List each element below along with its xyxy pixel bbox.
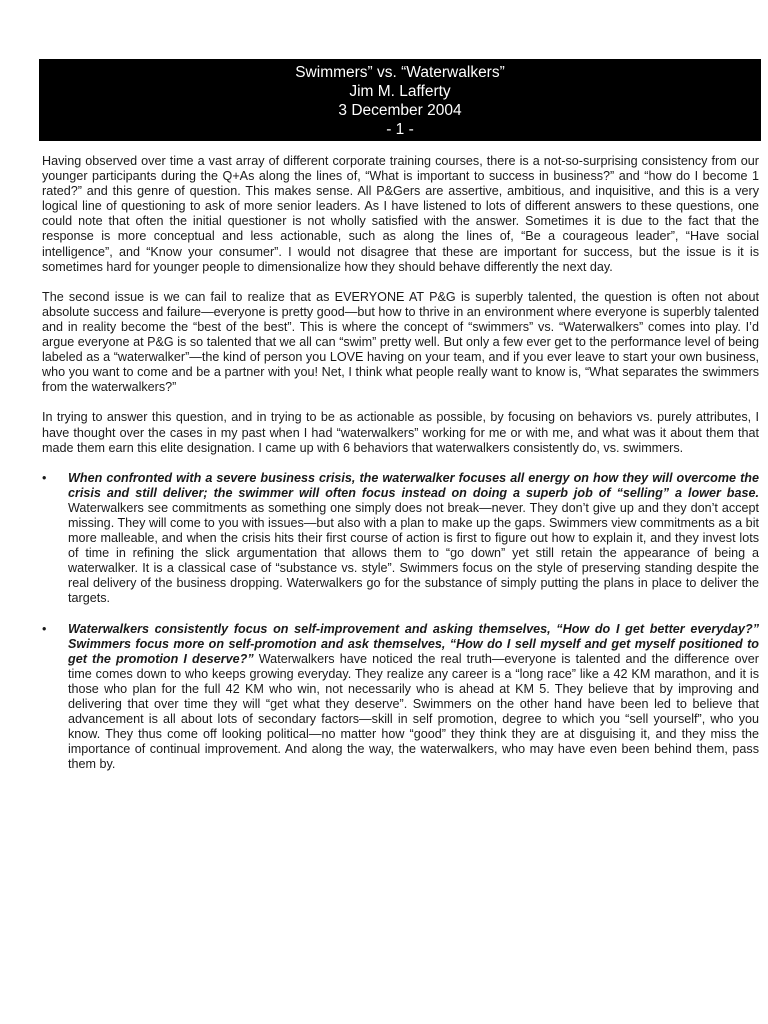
document-body xyxy=(42,154,759,787)
paragraph-second-issue: The second issue is we can fail to realize that as EVERYONE AT P&G is superbly talented, the question is often not about absolute success and failure—everyone is pretty good—but how to thrive in an environment where everyone is superbly talented and in reality become the “best of the best”. This is where the concept of “swimmers” vs. “Waterwalkers” comes into play. I’d argue everyone at P&G is so talented that we all can “swim” pretty well. But only a few ever get to the performance level of being labeled as a “waterwalker”—the kind of person you LOVE having on your team, and if you ever leave to start your own business, who you want to come and be a partner with you! Net, I think what people really want to know is, “What separates the swimmers from the waterwalkers?” xyxy=(42,289,759,395)
bullet-item-self-improvement xyxy=(42,622,759,773)
bullet-marker: • xyxy=(42,621,47,636)
document-author: Jim M. Lafferty xyxy=(349,83,451,100)
bullet-body-text: Waterwalkers see commitments as something one simply does not break—never. They don’t give up and they don’t accept missing. They will come to you with issues—but also with a plan to make up the gaps. Swimmers view commitments as a bit more malleable, and when the crisis hits their first course of action is first to figure out how to explain it, and they invest lots of time in refining the slick argumentation that allows them to “go down” yet still retain the appearance of being a waterwalker. It is a classical case of “substance vs. style”. Swimmers focus on the style of preserving standing despite the real delivery of the business dropping. Waterwalkers go for the substance of simply putting the plans in place to deliver the targets. xyxy=(68,500,759,606)
bullet-lead-text: When confronted with a severe business crisis, the waterwalker focuses all energy on how they will overcome the crisis and still deliver; the swimmer will often focus instead on doing a superb job of “selling” a lower base. xyxy=(68,470,759,500)
bullet-lead-text: Waterwalkers consistently focus on self-improvement and asking themselves, “How do I get better everyday?” Swimmers focus more on self-promotion and ask themselves, “How do I sell myself and get myself positioned to get the promotion I deserve?” xyxy=(68,621,759,666)
paragraph-intro: Having observed over time a vast array of different corporate training courses, there is a not-so-surprising consistency from our younger participants during the Q+As along the lines of, “What is important to success in business?” and “how do I become 1 rated?” and this genre of question. This makes sense. All P&Gers are assertive, ambitious, and inquisitive, and this is a very logical line of questioning to ask of more senior leaders. As I have listened to lots of different answers to these questions, one could note that often the initial questioner is not wholly satisfied with the answer. Sometimes it is due to the fact that the response is more conceptual and less actionable, such as along the lines of, “Be a courageous leader”, “Have social intelligence”, and “Know your consumer”. I would not disagree that these are important for success, but the issue is it is sometimes hard for younger people to dimensionalize how they should behave differently the next day. xyxy=(42,154,759,274)
document-header xyxy=(39,59,761,141)
paragraph-approach: In trying to answer this question, and in trying to be as actionable as possible, by focusing on behaviors vs. purely attributes, I have thought over the cases in my past when I had “waterwalkers” working for me or with me, and what was it about them that made them earn this elite designation. I came up with 6 behaviors that waterwalkers consistently do, vs. swimmers. xyxy=(42,410,759,455)
bullet-marker: • xyxy=(42,470,47,485)
bullet-body-text: Waterwalkers have noticed the real truth—everyone is talented and the difference over time comes down to who keeps growing everyday. They realize any career is a “long race” like a 42 KM marathon, and it is those who plan for the full 42 KM who win, not necessarily who is ahead at KM 5. They believe that by improving and delivering that over time they will “get what they deserve”. Swimmers on the other hand have been led to believe that advancement is all about lots of secondary factors—skill in self promotion, degree to which you “sell yourself”, who you know. They thus come off looking political—no matter how “good” they think they are at disguising it, and they miss the importance of continual improvement. And along the way, the waterwalkers, who may have even been behind them, pass them by. xyxy=(68,651,759,772)
bullet-item-crisis xyxy=(42,471,759,607)
page-number: - 1 - xyxy=(386,121,414,138)
document-title: Swimmers” vs. “Waterwalkers” xyxy=(295,64,505,81)
document-date: 3 December 2004 xyxy=(338,102,462,119)
